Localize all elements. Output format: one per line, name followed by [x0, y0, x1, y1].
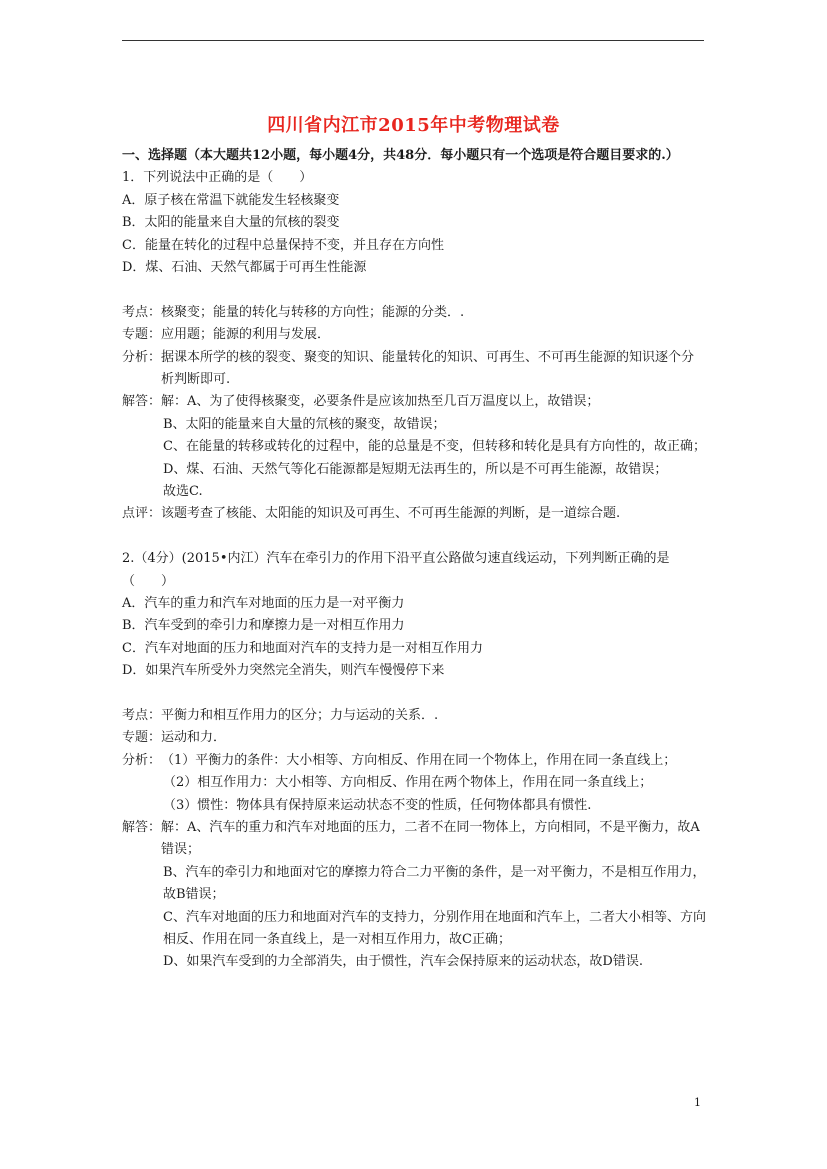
q1-jieda — [122, 391, 706, 413]
q1-jieda-c: C、在能量的转移或转化的过程中，能的总量是不变，但转移和转化是具有方向性的，故正确； — [163, 439, 706, 455]
q2-jieda-label: 解答： — [122, 820, 162, 835]
q2-fenxi-label: 分析： — [122, 752, 162, 768]
q1-dianping-text: 该题考查了核能、太阳能的知识及可再生、不可再生能源的判断，是一道综合题. — [161, 506, 621, 522]
q1-jieda-b: B、太阳的能量来自大量的氘核的聚变，故错误； — [163, 416, 446, 432]
q1-jieda-label: 解答： — [122, 394, 162, 410]
section-heading: 一、选择题（本大题共12小题，每小题4分，共48分．每小题只有一个选项是符合题目要求的.） — [122, 148, 679, 163]
q2-option-a: A．汽车的重力和汽车对地面的压力是一对平衡力 — [122, 596, 405, 612]
q1-stem: 1．下列说法中正确的是（ ） — [122, 170, 313, 186]
q1-option-b: B．太阳的能量来自大量的氘核的裂变 — [122, 215, 340, 231]
q1-fenxi-label: 分析： — [122, 349, 162, 365]
q1-dianping-label: 点评： — [122, 506, 162, 522]
q2-kaodian — [122, 705, 706, 727]
q1-dianping — [122, 503, 706, 525]
q1-kaodian — [122, 302, 706, 324]
document-body — [122, 145, 706, 974]
q2-fenxi-2: （2）相互作用力：大小相等、方向相反、作用在两个物体上，作用在同一条直线上； — [163, 775, 653, 791]
q2-jieda-d: D、如果汽车受到的力全部消失，由于惯性，汽车会保持原来的运动状态，故D错误. — [163, 954, 643, 970]
q1-option-c: C．能量在转化的过程中总量保持不变，并且存在方向性 — [122, 237, 444, 253]
q2-zhuanti — [122, 727, 706, 749]
header-rule — [122, 40, 704, 41]
q1-fenxi-text: 据课本所学的核的裂变、聚变的知识、能量转化的知识、可再生、不可再生能源的知识逐个分析判断即可. — [161, 349, 695, 387]
q2-option-d: D．如果汽车所受外力突然完全消失，则汽车慢慢停下来 — [122, 663, 445, 679]
q1-kaodian-text: 核聚变；能量的转化与转移的方向性；能源的分类．. — [161, 304, 465, 320]
q1-zhuanti — [122, 324, 706, 346]
q2-jieda-first: 解：A、汽车的重力和汽车对地面的压力，二者不在同一物体上，方向相同，不是平衡力，故A错误； — [161, 820, 700, 858]
q2-zhuanti-label: 专题： — [122, 730, 162, 746]
q2-kaodian-label: 考点： — [122, 707, 162, 723]
q2-jieda-b: B、汽车的牵引力和地面对它的摩擦力符合二力平衡的条件，是一对平衡力，不是相互作用力，故B错误； — [163, 864, 706, 903]
q1-zhuanti-text: 应用题；能源的利用与发展． — [161, 327, 331, 343]
q2-stem: 2.（4分）(2015•内江）汽车在牵引力的作用下沿平直公路做匀速直线运动，下列判断正确的是（ ） — [122, 551, 670, 589]
q2-jieda-c: C、汽车对地面的压力和地面对汽车的支持力，分别作用在地面和汽车上，二者大小相等、方向相反、作用在同一条直线上，是一对相互作用力，故C正确； — [163, 909, 706, 948]
q1-jieda-answer: 故选C. — [163, 484, 203, 499]
q1-fenxi — [122, 347, 706, 392]
q2-fenxi-3: （3）惯性：物体具有保持原来运动状态不变的性质，任何物体都具有惯性. — [163, 797, 592, 813]
q1-jieda-d: D、煤、石油、天然气等化石能源都是短期无法再生的，所以是不可再生能源，故错误； — [163, 461, 668, 477]
q1-jieda-first: 解：A、为了使得核聚变，必要条件是应该加热至几百万温度以上，故错误； — [161, 394, 600, 410]
page-number: 1 — [694, 1096, 701, 1109]
q2-fenxi-first: （1）平衡力的条件：大小相等、方向相反、作用在同一个物体上，作用在同一条直线上； — [161, 752, 677, 768]
q1-option-d: D．煤、石油、天然气都属于可再生性能源 — [122, 259, 367, 275]
q2-option-b: B．汽车受到的牵引力和摩擦力是一对相互作用力 — [122, 618, 405, 634]
q2-fenxi — [122, 750, 706, 772]
q2-option-c: C．汽车对地面的压力和地面对汽车的支持力是一对相互作用力 — [122, 640, 483, 656]
q2-kaodian-text: 平衡力和相互作用力的区分；力与运动的关系．. — [161, 707, 439, 723]
page-title: 四川省内江市2015年中考物理试卷 — [267, 115, 560, 136]
q1-zhuanti-label: 专题： — [122, 327, 162, 343]
q2-zhuanti-text: 运动和力． — [161, 730, 227, 746]
q2-jieda — [122, 817, 706, 862]
q1-option-a: A．原子核在常温下就能发生轻核聚变 — [122, 192, 340, 208]
q1-kaodian-label: 考点： — [122, 304, 162, 320]
